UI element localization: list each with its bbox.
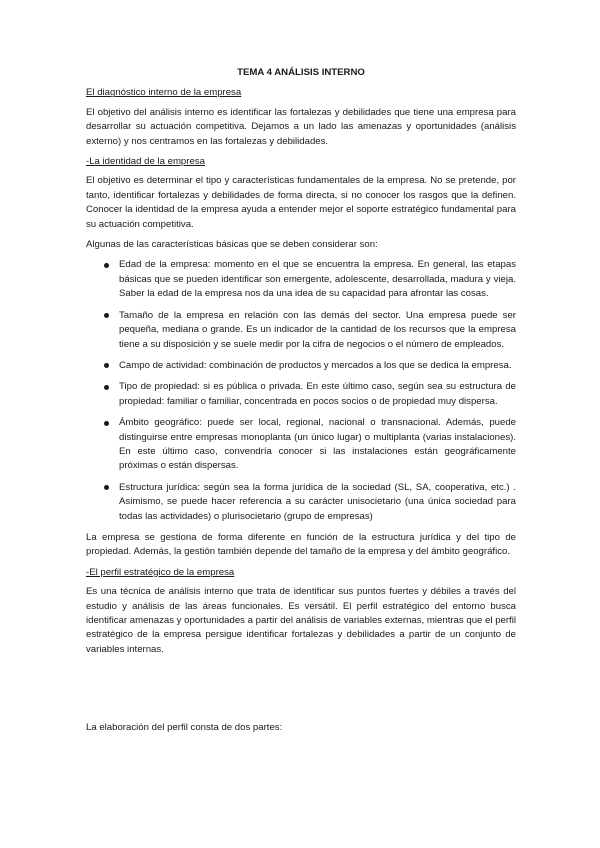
closing-line: La elaboración del perfil consta de dos partes: [86, 722, 283, 734]
bullet-icon [104, 313, 109, 318]
bullet-icon [104, 485, 109, 490]
list-item-text: Ámbito geográfico: puede ser local, regional, nacional o transnacional. Además, puede distinguirse entre empresas monoplanta (un único lugar) o multiplanta (varias instalaciones). En este último caso, convendría conocer si las instalaciones están geográficamente próximas o están dispersas. [119, 417, 516, 472]
section-heading-diagnostico: El diagnóstico interno de la empresa [86, 87, 242, 99]
paragraph-gestion: La empresa se gestiona de forma diferente en función de la estructura jurídica y del tipo de propiedad. Además, la gestión también depende del tamaño de la empresa y del ámbito geográfico. [86, 531, 516, 558]
list-item-text: Tipo de propiedad: si es pública o privada. En este último caso, según sea su estructura de propiedad: familiar o familiar, concentrada en pocos socios o de propiedad muy dispersa. [119, 381, 516, 407]
paragraph-objetivo-analisis: El objetivo del análisis interno es identificar las fortalezas y debilidades que tiene una empresa para desarrollar su actuación competitiva. Dejamos a un lado las amenazas y oportunidades (análisis externo) y nos centramos en las fortalezas y debilidades. [86, 106, 516, 147]
list-item [86, 309, 516, 352]
characteristics-list [86, 258, 516, 524]
section-heading-identidad: -La identidad de la empresa [86, 156, 205, 168]
bullet-icon [104, 385, 109, 390]
paragraph-perfil-estrategico: Es una técnica de análisis interno que trata de identificar sus puntos fuertes y débiles a través del estudio y análisis de las áreas funcionales. Es versátil. El perfil estratégico del entorno busca identificar amenazas y oportunidades a partir del análisis de variables externas, mientras que el perfil estratégico de la empresa persigue identificar fortalezas y debilidades a partir de un conjunto de variables internas. [86, 586, 516, 655]
list-item [86, 416, 516, 474]
list-item-text: Estructura jurídica: según sea la forma jurídica de la sociedad (SL, SA, cooperativa, etc.) . Asimismo, se puede hacer referencia a su carácter unisocietario (una única sociedad para todas las actividades) o plurisocietario (grupo de empresas) [119, 481, 516, 522]
list-item-text: Campo de actividad: combinación de productos y mercados a los que se dedica la empresa. [119, 359, 512, 371]
bullet-icon [104, 263, 109, 268]
list-item [86, 481, 516, 524]
section-heading-perfil: -El perfil estratégico de la empresa [86, 566, 235, 578]
document-content [86, 66, 516, 742]
paragraph-caracteristicas-intro: Algunas de las características básicas que se deben considerar son: [86, 239, 378, 251]
bullet-icon [104, 363, 109, 368]
blank-space [86, 663, 516, 721]
paragraph-objetivo-identidad: El objetivo es determinar el tipo y características fundamentales de la empresa. No se pretende, por tanto, identificar fortalezas y debilidades de forma directa, si no conocer los rasgos que la definen. Conocer la identidad de la empresa ayuda a entender mejor el soporte estratégico fundamental para su actuación competitiva. [86, 175, 516, 230]
list-item-text: Edad de la empresa: momento en el que se encuentra la empresa. En general, las etapas básicas que se pueden identificar son emergente, adolescente, desarrollada, madura y vieja. Saber la edad de la empresa nos da una idea de su capacidad para afrontar las cosas. [119, 259, 516, 300]
list-item [86, 359, 516, 373]
bullet-icon [104, 421, 109, 426]
list-item-text: Tamaño de la empresa en relación con las demás del sector. Una empresa puede ser pequeña, mediana o grande. Es un indicador de la cantidad de los recursos que la empresa tiene a su disposición y se suele medir por la cifra de negocios o el número de empleados. [119, 309, 516, 350]
list-item [86, 380, 516, 409]
list-item [86, 258, 516, 301]
page-title: TEMA 4 ANÁLISIS INTERNO [237, 67, 365, 78]
